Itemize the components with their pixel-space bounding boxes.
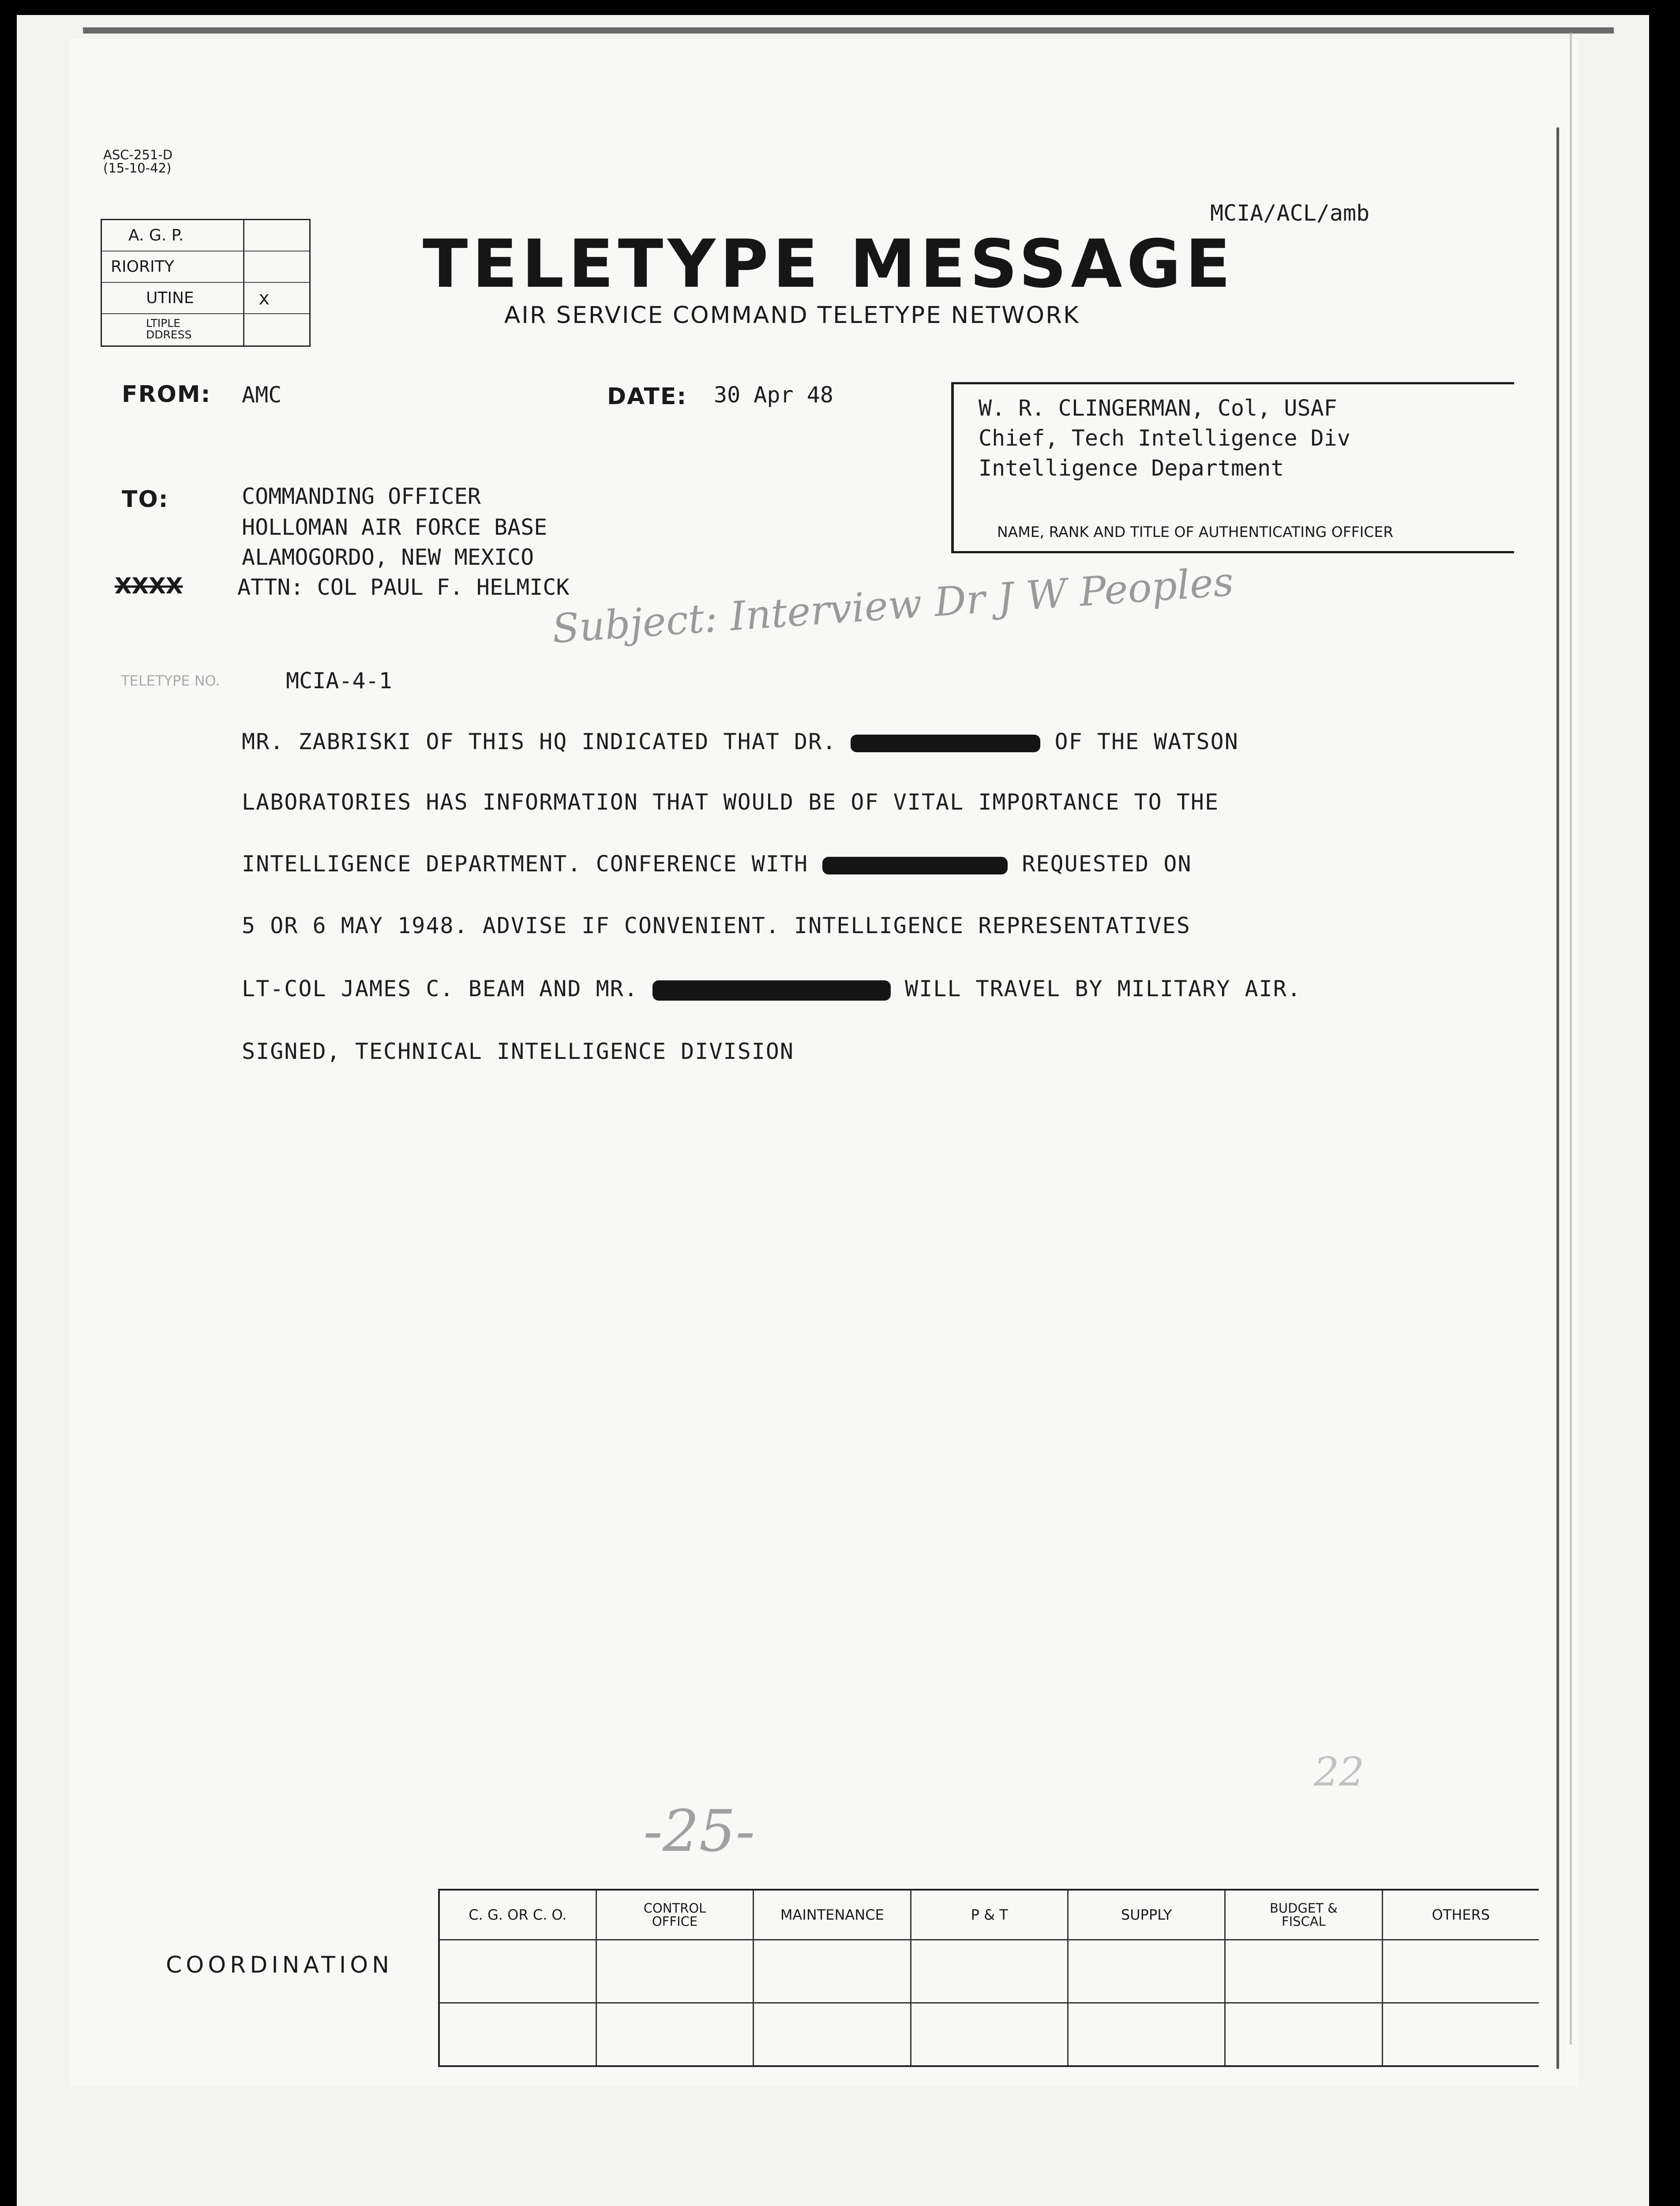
- handwritten-subject-note: Subject: Interview Dr J W Peoples: [551, 559, 1235, 653]
- body-text: WILL TRAVEL BY MILITARY AIR.: [905, 976, 1301, 1002]
- body-text: LT-COL JAMES C. BEAM AND MR.: [242, 976, 638, 1002]
- coordination-row: [439, 1940, 1539, 2003]
- to-label: TO:: [122, 486, 169, 513]
- coordination-row: [439, 2003, 1539, 2067]
- priority-row-routine: [102, 283, 309, 314]
- body-text: INTELLIGENCE DEPARTMENT. CONFERENCE WITH: [242, 851, 809, 877]
- body-text: OF THE WATSON: [1054, 729, 1239, 754]
- coordination-cell: [1068, 2003, 1225, 2067]
- date-value: 30 Apr 48: [714, 382, 833, 408]
- attention-line: ATTN: COL PAUL F. HELMICK: [237, 574, 570, 600]
- coordination-label: COORDINATION: [166, 1952, 394, 1978]
- redaction-bar: [822, 857, 1008, 874]
- priority-label: A. G. P.: [128, 226, 184, 244]
- coordination-cell: [1225, 1940, 1382, 2003]
- body-text: REQUESTED ON: [1022, 851, 1192, 877]
- priority-row-priority: [102, 251, 309, 283]
- from-value: AMC: [242, 382, 282, 408]
- to-line-2: HOLLOMAN AIR FORCE BASE: [242, 514, 548, 540]
- priority-label: UTINE: [146, 289, 194, 307]
- coordination-column-header: BUDGET & FISCAL: [1225, 1890, 1382, 1940]
- right-margin-rule: [1556, 128, 1559, 2069]
- coordination-cell: [1225, 2003, 1382, 2067]
- priority-box: [101, 219, 311, 347]
- body-line-4: 5 OR 6 MAY 1948. ADVISE IF CONVENIENT. INTELLIGENCE REPRESENTATIVES: [242, 913, 1191, 938]
- reference-code: MCIA/ACL/amb: [1210, 200, 1370, 226]
- authenticating-officer-caption: NAME, RANK AND TITLE OF AUTHENTICATING OFFICER: [997, 523, 1394, 540]
- body-line-6: SIGNED, TECHNICAL INTELLIGENCE DIVISION: [242, 1039, 794, 1064]
- coordination-cell: [596, 1940, 753, 2003]
- coordination-table: [438, 1889, 1539, 2067]
- document-subtitle: AIR SERVICE COMMAND TELETYPE NETWORK: [504, 302, 1080, 329]
- redaction-bar: [652, 980, 891, 1001]
- coordination-cell: [1382, 1940, 1539, 2003]
- body-line-1: [242, 729, 1239, 754]
- body-line-3: [242, 851, 1192, 877]
- from-label: FROM:: [122, 381, 211, 408]
- coordination-cell: [911, 2003, 1068, 2067]
- coordination-column-header: MAINTENANCE: [754, 1890, 911, 1940]
- document-title: TELETYPE MESSAGE: [423, 226, 1235, 303]
- officer-department: Intelligence Department: [979, 455, 1284, 481]
- officer-title: Chief, Tech Intelligence Div: [979, 425, 1350, 451]
- body-line-2: LABORATORIES HAS INFORMATION THAT WOULD BE OF VITAL IMPORTANCE TO THE: [242, 789, 1219, 815]
- form-number: ASC-251-D (15-10-42): [103, 147, 173, 176]
- to-line-3: ALAMOGORDO, NEW MEXICO: [242, 544, 534, 570]
- coordination-cell: [754, 2003, 911, 2067]
- coordination-column-header: CONTROL OFFICE: [596, 1890, 753, 1940]
- priority-check-mark: x: [259, 287, 270, 309]
- coordination-cell: [596, 2003, 753, 2067]
- handwritten-corner-mark: 22: [1314, 1749, 1365, 1795]
- coordination-cell: [439, 1940, 596, 2003]
- officer-name: W. R. CLINGERMAN, Col, USAF: [979, 395, 1337, 421]
- teletype-number: MCIA-4-1: [286, 668, 392, 694]
- priority-row-multiple-address: [102, 314, 309, 345]
- coordination-cell: [754, 1940, 911, 2003]
- top-edge-rule: [83, 27, 1614, 34]
- redaction-bar: [851, 735, 1040, 752]
- coordination-cell: [1068, 1940, 1225, 2003]
- document-page: [17, 15, 1649, 2206]
- coordination-column-header: SUPPLY: [1068, 1890, 1225, 1940]
- coordination-cell: [911, 1940, 1068, 2003]
- body-line-5: [242, 976, 1301, 1002]
- teletype-number-label: TELETYPE NO.: [121, 672, 220, 689]
- coordination-cell: [1382, 2003, 1539, 2067]
- coordination-column-header: OTHERS: [1382, 1890, 1539, 1940]
- priority-row-agp: [102, 220, 309, 251]
- coordination-column-header: P & T: [911, 1890, 1068, 1940]
- right-edge-shadow: [1570, 33, 1572, 2045]
- date-label: DATE:: [607, 383, 687, 410]
- coordination-header-row: [439, 1890, 1539, 1940]
- body-text: MR. ZABRISKI OF THIS HQ INDICATED THAT DR.: [242, 729, 837, 754]
- coordination-cell: [439, 2003, 596, 2067]
- priority-label: RIORITY: [111, 258, 174, 276]
- to-line-1: COMMANDING OFFICER: [242, 484, 481, 509]
- priority-label: LTIPLE DDRESS: [146, 317, 192, 341]
- struck-out-label: XXXX: [115, 573, 183, 599]
- coordination-column-header: C. G. OR C. O.: [439, 1890, 596, 1940]
- handwritten-page-mark: -25-: [643, 1797, 755, 1865]
